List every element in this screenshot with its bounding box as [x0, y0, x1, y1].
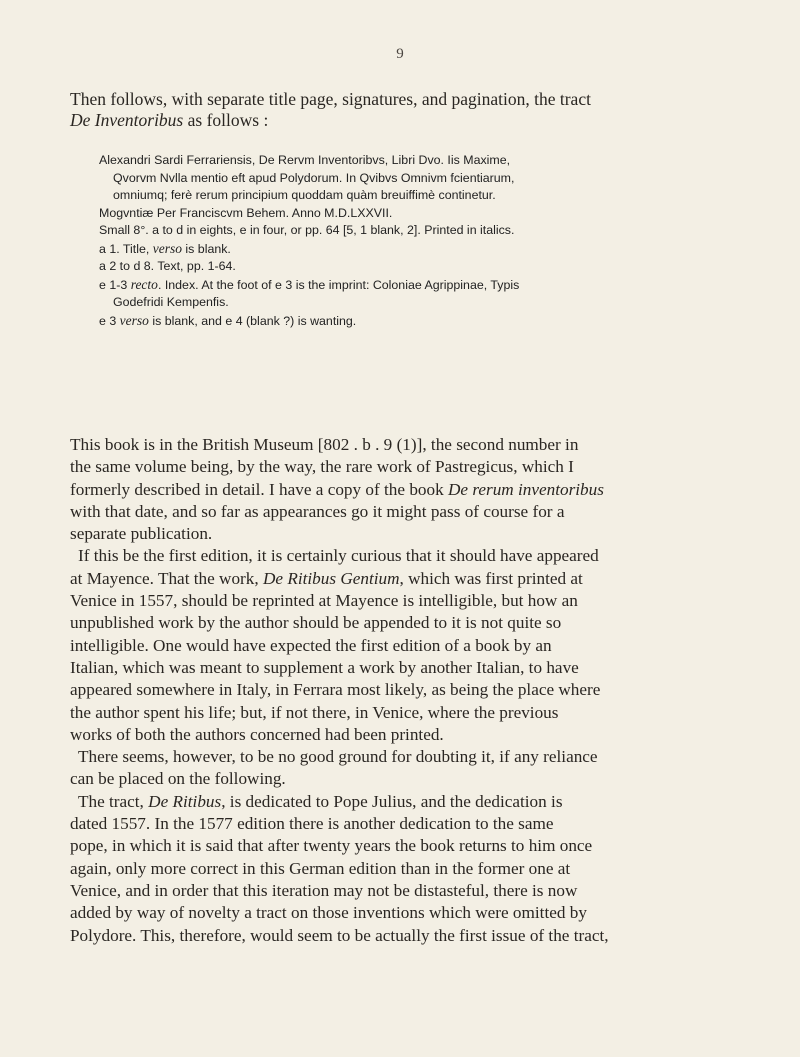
body-line: Venice in 1557, should be reprinted at Mayence is intelligible, but how an — [70, 591, 578, 611]
body-line: can be placed on the following. — [70, 769, 286, 789]
body-line: the author spent his life; but, if not there, in Venice, where the previous — [70, 702, 559, 722]
body-line: This book is in the British Museum [802 . b . 9 (1)], the second number in — [70, 435, 579, 454]
bibliographic-description — [99, 152, 739, 330]
body-line: works of both the authors concerned had been printed. — [70, 724, 444, 744]
description-line: Godefridi Kempenfis. — [113, 295, 229, 309]
body-line: formerly described in detail. I have a copy of the book De rerum inventoribus — [70, 479, 604, 499]
body-line: appeared somewhere in Italy, in Ferrara most likely, as being the place where — [70, 680, 601, 700]
body-line: Polydore. This, therefore, would seem to be actually the first issue of the tract, — [70, 925, 609, 945]
description-line: Alexandri Sardi Ferrariensis, De Rervm Inventoribvs, Libri Dvo. Iis Maxime, — [99, 153, 511, 167]
description-line: a 2 to d 8. Text, pp. 1-64. — [99, 259, 236, 273]
body-line: dated 1557. In the 1577 edition there is another dedication to the same — [70, 814, 554, 834]
body-line: again, only more correct in this German edition than in the former one at — [70, 858, 571, 878]
description-line: a 1. Title, verso is blank. — [99, 240, 231, 256]
body-line: with that date, and so far as appearances go it might pass of course for a — [70, 501, 565, 521]
description-line: omniumq; ferè rerum principium quoddam quàm breuiffimè continetur. — [113, 188, 496, 202]
description-line: e 3 verso is blank, and e 4 (blank ?) is wanting. — [99, 312, 357, 328]
body-line: added by way of novelty a tract on those inventions which were omitted by — [70, 903, 587, 923]
body-line: Italian, which was meant to supplement a work by another Italian, to have — [70, 657, 579, 677]
description-line: Small 8°. a to d in eights, e in four, or pp. 64 [5, 1 blank, 2]. Printed in italics. — [99, 223, 515, 237]
body-line: separate publication. — [70, 524, 213, 544]
description-line: Mogvntiæ Per Franciscvm Behem. Anno M.D.LXXVII. — [99, 205, 393, 220]
body-line: at Mayence. That the work, De Ritibus Gentium, which was first printed at — [70, 568, 583, 588]
intro-line: De Inventoribus as follows : — [70, 110, 269, 130]
body-line: intelligible. One would have expected the first edition of a book by an — [70, 635, 552, 655]
body-line: Venice, and in order that this iteration may not be distasteful, there is now — [70, 880, 578, 900]
body-line: unpublished work by the author should be appended to it is not quite so — [70, 613, 562, 633]
description-line: Qvorvm Nvlla mentio eft apud Polydorum. In Qvibvs Omnivm fcientiarum, — [113, 170, 515, 185]
page-number: 9 — [396, 46, 404, 62]
body-line: pope, in which it is said that after twenty years the book returns to him once — [70, 836, 593, 856]
body-line: There seems, however, to be no good ground for doubting it, if any reliance — [78, 747, 598, 767]
body-line: the same volume being, by the way, the rare work of Pastregicus, which I — [70, 457, 574, 477]
body-line: If this be the first edition, it is certainly curious that it should have appeared — [78, 546, 599, 566]
body-text — [70, 434, 730, 947]
tract-title: De Inventoribus — [70, 110, 184, 130]
intro-paragraph — [70, 89, 725, 131]
intro-line: Then follows, with separate title page, signatures, and pagination, the tract — [70, 89, 591, 109]
body-line: The tract, De Ritibus, is dedicated to Pope Julius, and the dedication is — [78, 791, 563, 811]
description-line: e 1-3 recto. Index. At the foot of e 3 is the imprint: Coloniae Agrippinae, Typis — [99, 276, 520, 292]
